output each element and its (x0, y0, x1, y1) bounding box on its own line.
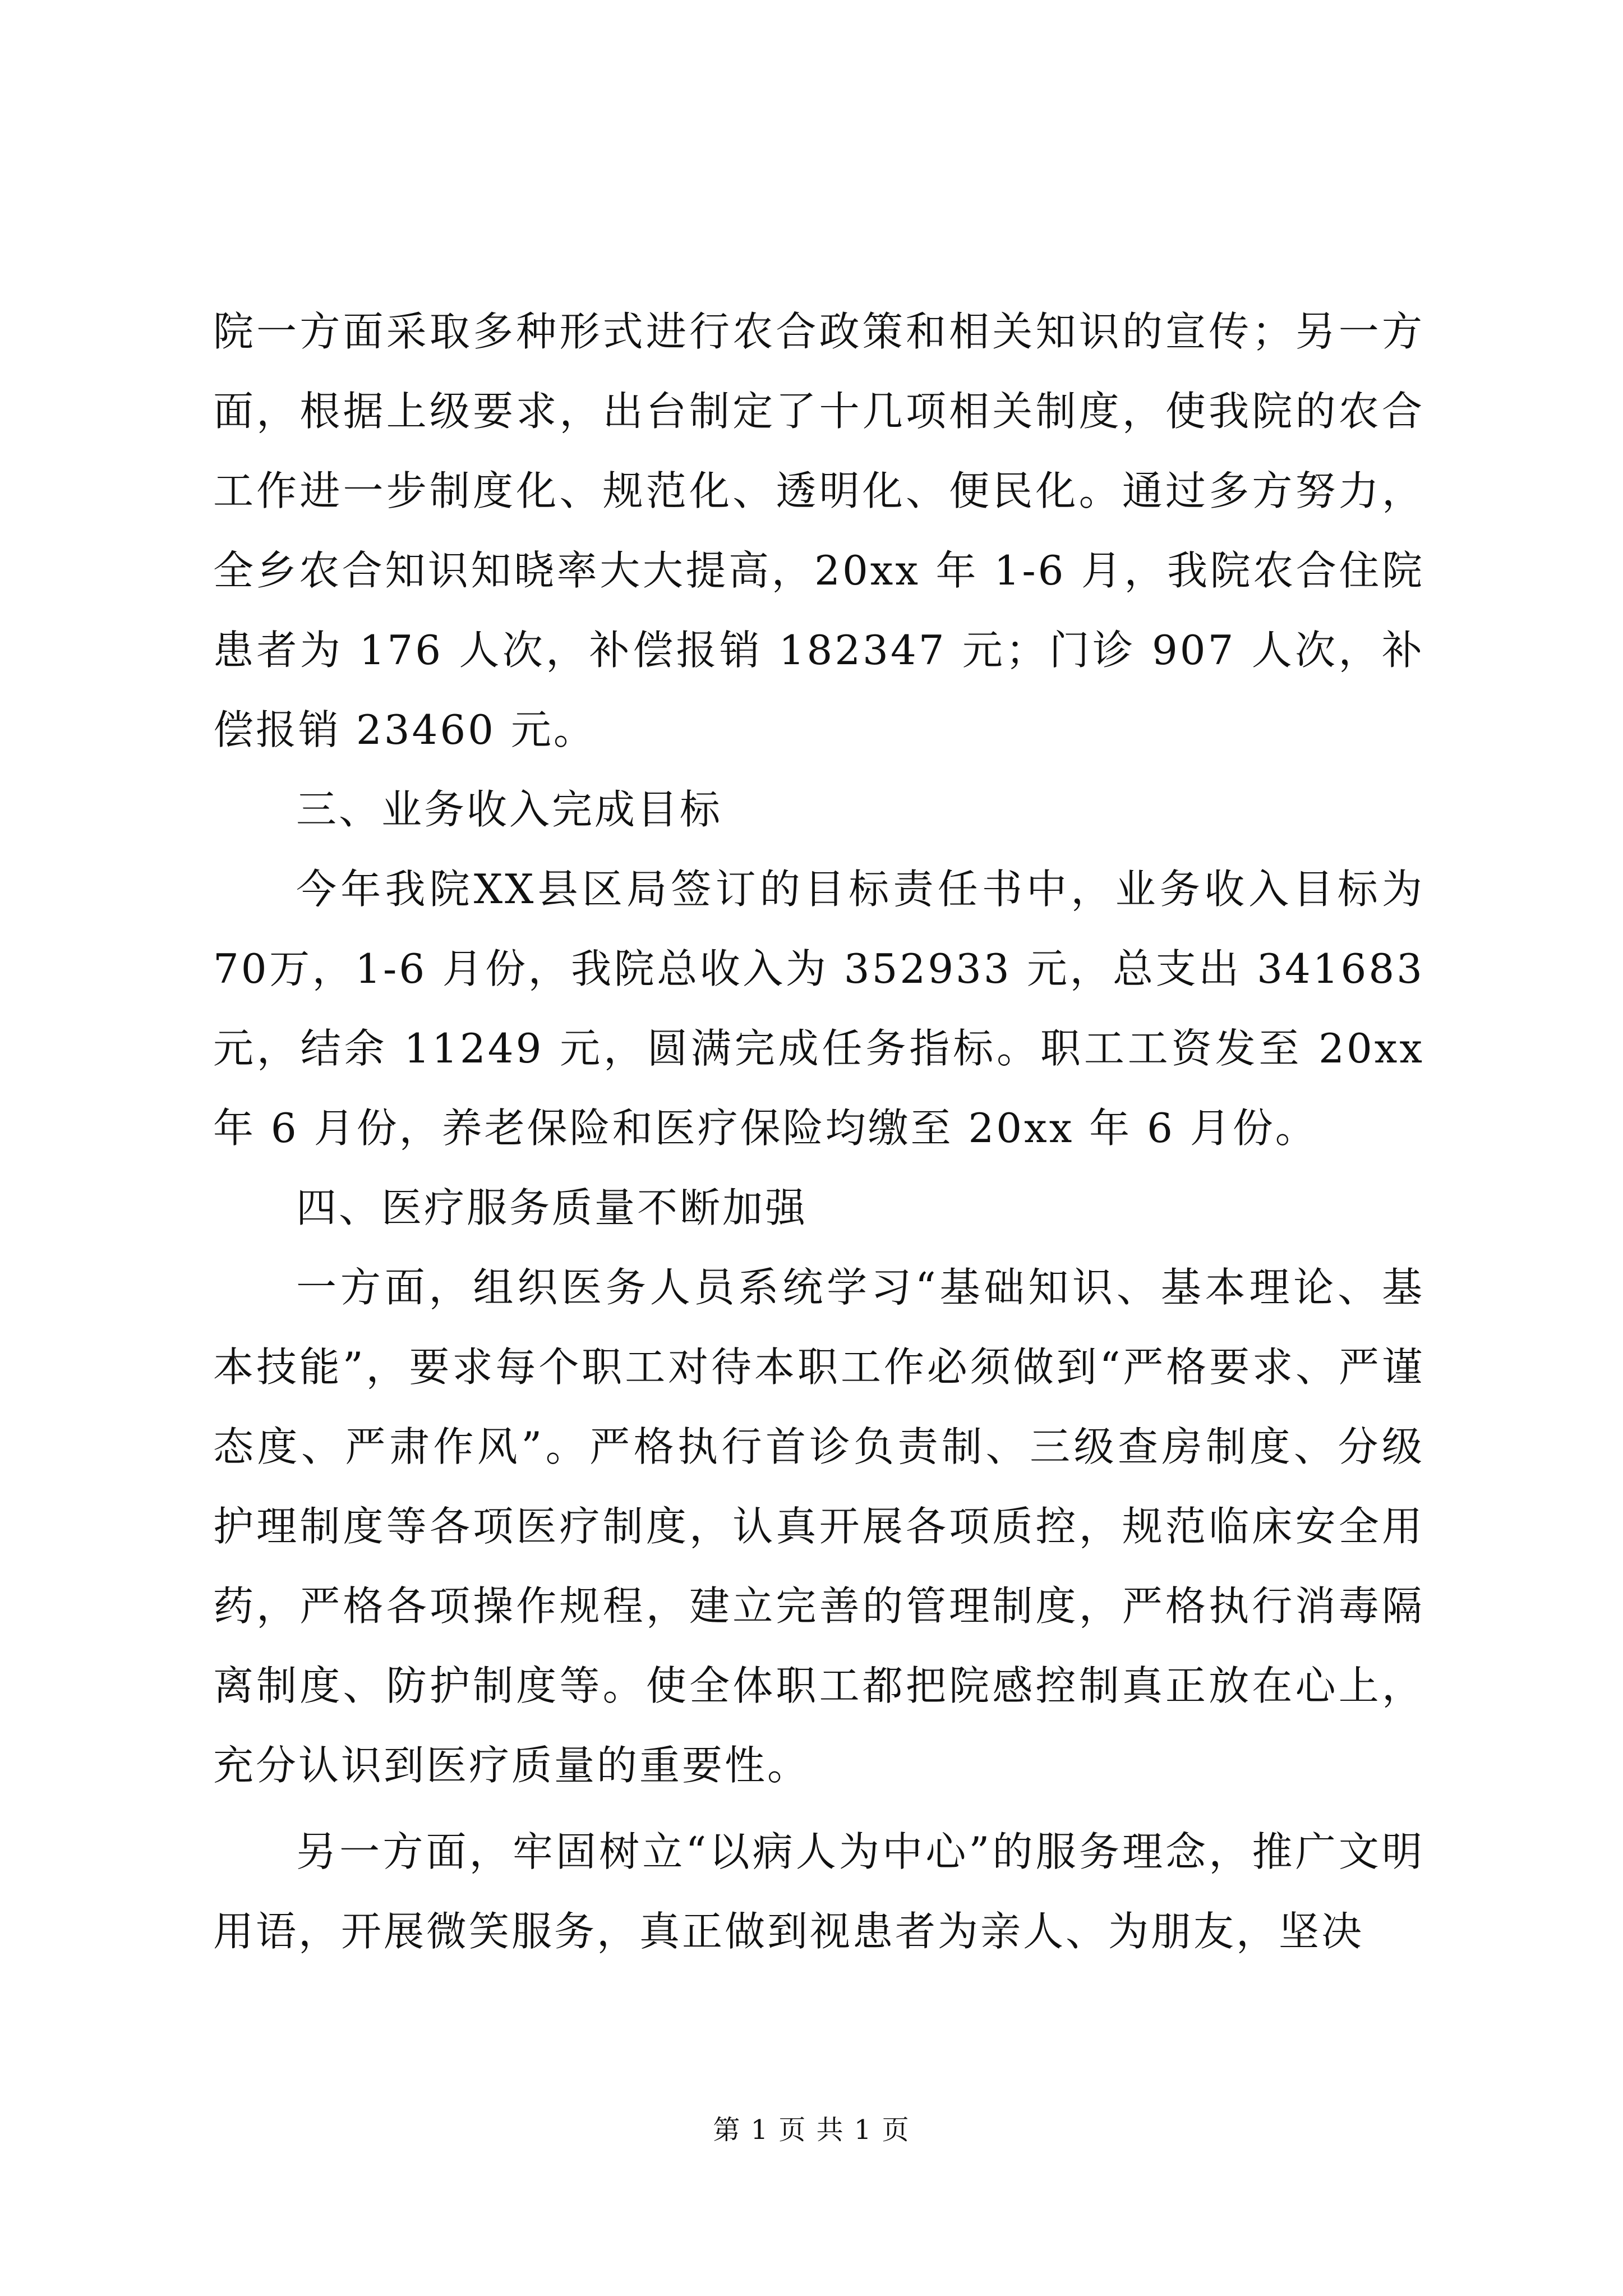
section-heading-4: 四、医疗服务质量不断加强 (296, 1184, 808, 1231)
document-body (213, 292, 1424, 1971)
section-heading-3: 三、业务收入完成目标 (296, 786, 723, 833)
paragraph-income: 今年我院XX县区局签订的目标责任书中，业务收入目标为70万，1-6 月份，我院总收入为 352933 元，总支出 341683 元，结余 11249 元，圆满完成任务指标。职工工资发至 20xx 年 6 月份，养老保险和医疗保险均缴至 20xx 年 6 月份。 (213, 866, 1424, 1152)
paragraph-nonghe: 院一方面采取多种形式进行农合政策和相关知识的宣传；另一方面，根据上级要求，出台制定了十几项相关制度，使我院的农合工作进一步制度化、规范化、透明化、便民化。通过多方努力，全乡农合知识知晓率大大提高，20xx 年 1-6 月，我院农合住院患者为 176 人次，补偿报销 182347 元；门诊 907 人次，补偿报销 23460 元。 (213, 308, 1424, 753)
page-footer: 第 1 页 共 1 页 (713, 2114, 910, 2146)
paragraph-service: 另一方面，牢固树立“以病人为中心”的服务理念，推广文明用语，开展微笑服务，真正做到视患者为亲人、为朋友，坚决 (213, 1828, 1424, 1955)
paragraph-quality: 一方面，组织医务人员系统学习“基础知识、基本理论、基本技能”，要求每个职工对待本职工作必须做到“严格要求、严谨态度、严肃作风”。严格执行首诊负责制、三级查房制度、分级护理制度等各项医疗制度，认真开展各项质控，规范临床安全用药，严格各项操作规程，建立完善的管理制度，严格执行消毒隔离制度、防护制度等。使全体职工都把院感控制真正放在心上，充分认识到医疗质量的重要性。 (213, 1264, 1424, 1789)
